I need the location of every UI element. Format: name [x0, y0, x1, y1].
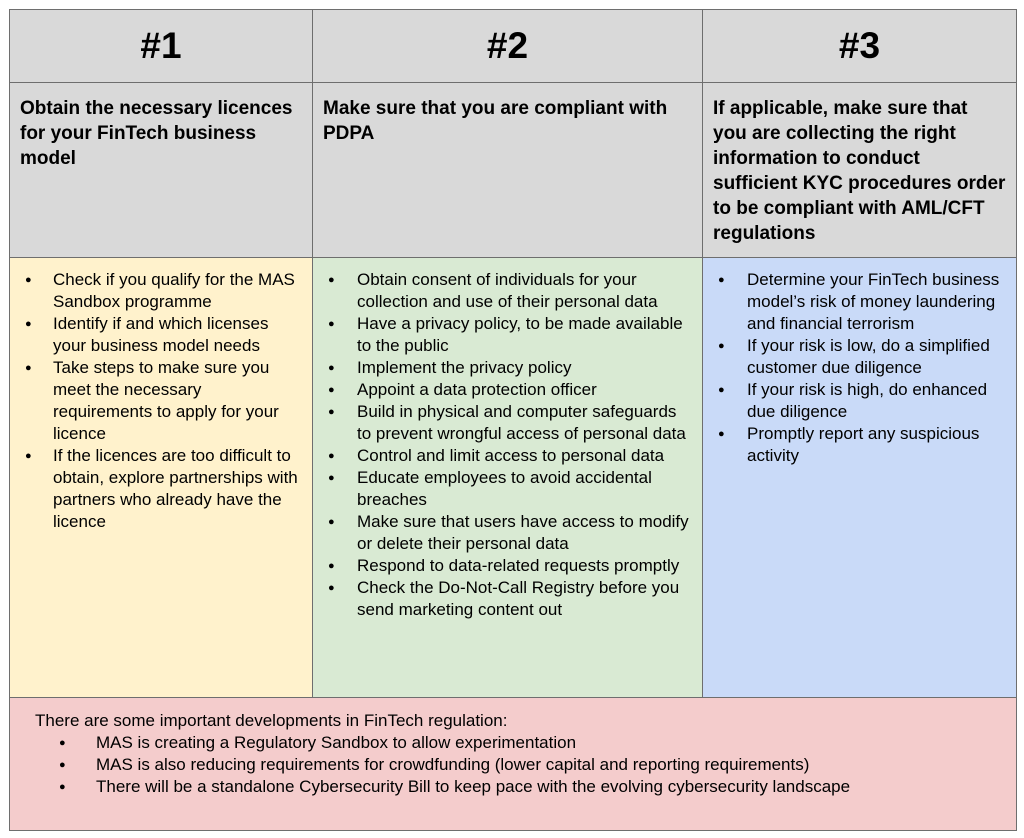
list-item: ● Control and limit access to personal data	[313, 445, 694, 467]
list-item: ● MAS is also reducing requirements for crowdfunding (lower capital and reporting requirements)	[10, 754, 850, 776]
column-1-number: #1	[140, 25, 182, 66]
column-1-body	[10, 258, 313, 698]
column-2-title: Make sure that you are compliant with PDPA	[323, 98, 668, 144]
column-3-header	[703, 10, 1016, 83]
column-3-subheader	[703, 83, 1016, 258]
column-2-body	[313, 258, 703, 698]
column-2-number: #2	[486, 25, 529, 66]
column-1-list	[10, 258, 312, 533]
column-3-number: #3	[838, 25, 881, 66]
list-item: ● Have a privacy policy, to be made available to the public	[313, 313, 694, 357]
column-3-title: If applicable, make sure that you are collecting the right information to conduct sufficient KYC procedures order to be compliant with AML/CFT regulations	[713, 98, 1006, 244]
footer-list	[10, 732, 850, 798]
column-1-title: Obtain the necessary licences for your FinTech business model	[20, 98, 293, 169]
column-3-body	[703, 258, 1016, 698]
list-item: ● Promptly report any suspicious activity	[703, 423, 1008, 467]
list-item: ● MAS is creating a Regulatory Sandbox to allow experimentation	[10, 732, 850, 754]
list-item: ● Implement the privacy policy	[313, 357, 694, 379]
list-item: ● Identify if and which licenses your business model needs	[10, 313, 304, 357]
column-2-subheader	[313, 83, 703, 258]
column-1-subheader	[10, 83, 313, 258]
list-item: ● If your risk is low, do a simplified customer due diligence	[703, 335, 1008, 379]
footer-intro: There are some important developments in FinTech regulation:	[35, 711, 508, 730]
fintech-regulation-table	[9, 9, 1017, 831]
list-item: ● Check if you qualify for the MAS Sandbox programme	[10, 269, 304, 313]
developments-footer	[10, 698, 1016, 830]
list-item: ● Build in physical and computer safeguards to prevent wrongful access of personal data	[313, 401, 694, 445]
column-3-list	[703, 258, 1016, 467]
list-item: ● Take steps to make sure you meet the necessary requirements to apply for your licence	[10, 357, 304, 445]
list-item: ● Check the Do-Not-Call Registry before you send marketing content out	[313, 577, 694, 621]
column-2-header	[313, 10, 703, 83]
column-1-header	[10, 10, 313, 83]
list-item: ● If the licences are too difficult to obtain, explore partnerships with partners who already have the licence	[10, 445, 304, 533]
list-item: ● Respond to data-related requests promptly	[313, 555, 694, 577]
list-item: ● Determine your FinTech business model’s risk of money laundering and financial terrorism	[703, 269, 1008, 335]
column-2-list	[313, 258, 702, 621]
list-item: ● If your risk is high, do enhanced due diligence	[703, 379, 1008, 423]
list-item: ● Educate employees to avoid accidental breaches	[313, 467, 694, 511]
list-item: ● Make sure that users have access to modify or delete their personal data	[313, 511, 694, 555]
list-item: ● Obtain consent of individuals for your collection and use of their personal data	[313, 269, 694, 313]
list-item: ● Appoint a data protection officer	[313, 379, 694, 401]
list-item: ● There will be a standalone Cybersecurity Bill to keep pace with the evolving cybersecurity landscape	[10, 776, 850, 798]
